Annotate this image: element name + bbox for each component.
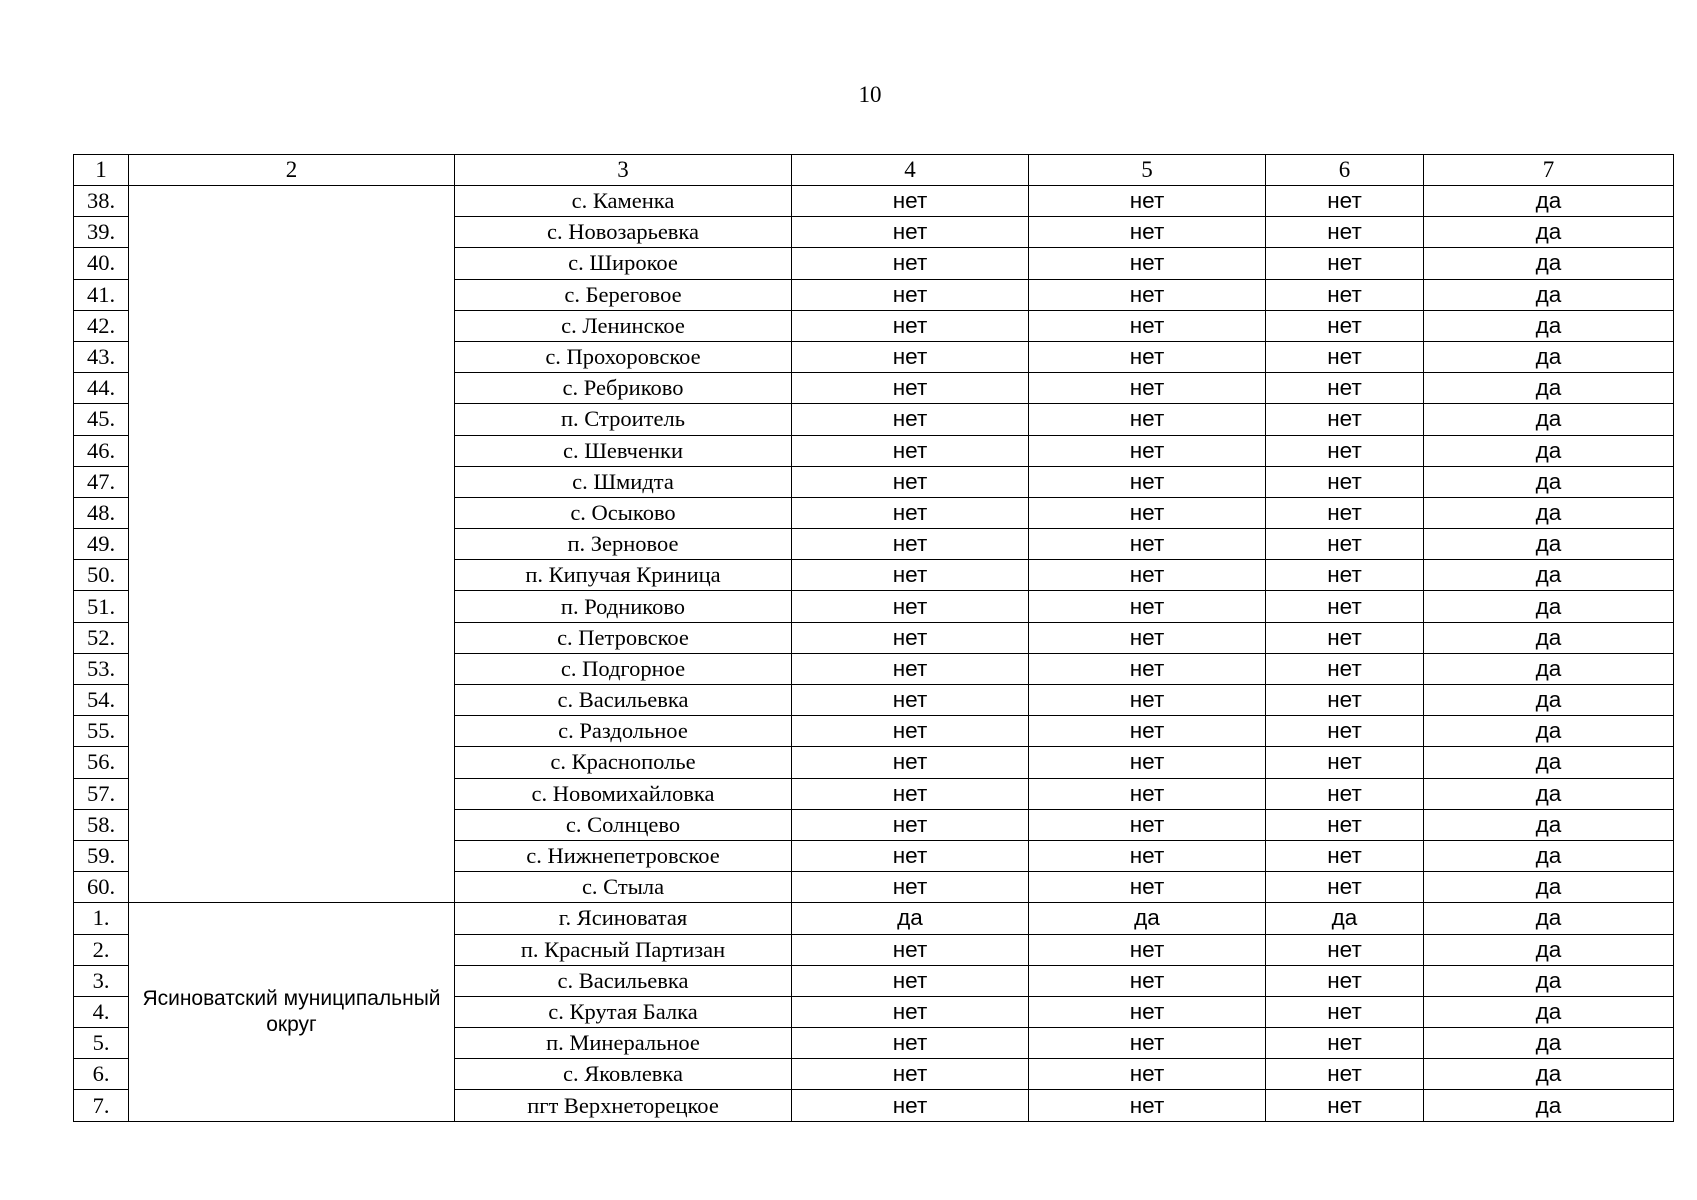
col4-cell: нет: [792, 560, 1029, 591]
col4-cell: да: [792, 903, 1029, 934]
settlement-cell: п. Кипучая Криница: [455, 560, 792, 591]
col6-cell: нет: [1266, 217, 1424, 248]
row-number-cell: 47.: [74, 466, 129, 497]
col5-cell: нет: [1029, 279, 1266, 310]
settlement-cell: с. Новомихайловка: [455, 778, 792, 809]
header-cell: 6: [1266, 155, 1424, 186]
col4-cell: нет: [792, 716, 1029, 747]
row-number-cell: 42.: [74, 310, 129, 341]
col5-cell: нет: [1029, 404, 1266, 435]
page-number: 10: [858, 82, 882, 107]
row-number-cell: 50.: [74, 560, 129, 591]
header-row: [74, 155, 1674, 186]
row-number-cell: 60.: [74, 872, 129, 903]
col6-cell: да: [1266, 903, 1424, 934]
col5-cell: нет: [1029, 1028, 1266, 1059]
col7-cell: да: [1424, 341, 1674, 372]
col4-cell: нет: [792, 217, 1029, 248]
col6-cell: нет: [1266, 622, 1424, 653]
col5-cell: нет: [1029, 622, 1266, 653]
settlement-cell: с. Краснополье: [455, 747, 792, 778]
col5-cell: нет: [1029, 934, 1266, 965]
row-number-cell: 56.: [74, 747, 129, 778]
settlement-cell: с. Стыла: [455, 872, 792, 903]
col7-cell: да: [1424, 310, 1674, 341]
col6-cell: нет: [1266, 497, 1424, 528]
row-number-cell: 49.: [74, 529, 129, 560]
col4-cell: нет: [792, 840, 1029, 871]
col7-cell: да: [1424, 466, 1674, 497]
col7-cell: да: [1424, 529, 1674, 560]
col6-cell: нет: [1266, 248, 1424, 279]
col4-cell: нет: [792, 1059, 1029, 1090]
col6-cell: нет: [1266, 1059, 1424, 1090]
col7-cell: да: [1424, 965, 1674, 996]
col6-cell: нет: [1266, 809, 1424, 840]
table-body: [74, 155, 1674, 1122]
col5-cell: нет: [1029, 653, 1266, 684]
col5-cell: нет: [1029, 186, 1266, 217]
col5-cell: нет: [1029, 778, 1266, 809]
col4-cell: нет: [792, 622, 1029, 653]
col4-cell: нет: [792, 809, 1029, 840]
settlement-cell: с. Петровское: [455, 622, 792, 653]
table-row: [74, 903, 1674, 934]
row-number-cell: 3.: [74, 965, 129, 996]
col5-cell: нет: [1029, 248, 1266, 279]
settlement-cell: с. Новозарьевка: [455, 217, 792, 248]
settlement-cell: с. Васильевка: [455, 685, 792, 716]
col6-cell: нет: [1266, 341, 1424, 372]
row-number-cell: 54.: [74, 685, 129, 716]
settlement-cell: с. Яковлевка: [455, 1059, 792, 1090]
col4-cell: нет: [792, 685, 1029, 716]
col7-cell: да: [1424, 404, 1674, 435]
row-number-cell: 55.: [74, 716, 129, 747]
col5-cell: нет: [1029, 217, 1266, 248]
col5-cell: нет: [1029, 996, 1266, 1027]
row-number-cell: 48.: [74, 497, 129, 528]
row-number-cell: 1.: [74, 903, 129, 934]
col6-cell: нет: [1266, 373, 1424, 404]
settlement-cell: с. Широкое: [455, 248, 792, 279]
row-number-cell: 41.: [74, 279, 129, 310]
row-number-cell: 57.: [74, 778, 129, 809]
col4-cell: нет: [792, 341, 1029, 372]
row-number-cell: 2.: [74, 934, 129, 965]
col7-cell: да: [1424, 497, 1674, 528]
col6-cell: нет: [1266, 996, 1424, 1027]
col6-cell: нет: [1266, 747, 1424, 778]
col4-cell: нет: [792, 279, 1029, 310]
col4-cell: нет: [792, 529, 1029, 560]
col7-cell: да: [1424, 934, 1674, 965]
col6-cell: нет: [1266, 435, 1424, 466]
settlement-cell: с. Береговое: [455, 279, 792, 310]
settlement-cell: г. Ясиноватая: [455, 903, 792, 934]
settlement-cell: с. Шмидта: [455, 466, 792, 497]
col4-cell: нет: [792, 466, 1029, 497]
col4-cell: нет: [792, 404, 1029, 435]
col7-cell: да: [1424, 872, 1674, 903]
col5-cell: нет: [1029, 685, 1266, 716]
col7-cell: да: [1424, 186, 1674, 217]
col5-cell: нет: [1029, 1059, 1266, 1090]
row-number-cell: 44.: [74, 373, 129, 404]
header-cell: 2: [129, 155, 455, 186]
row-number-cell: 5.: [74, 1028, 129, 1059]
col6-cell: нет: [1266, 310, 1424, 341]
col5-cell: нет: [1029, 809, 1266, 840]
row-number-cell: 38.: [74, 186, 129, 217]
col7-cell: да: [1424, 248, 1674, 279]
row-number-cell: 6.: [74, 1059, 129, 1090]
header-cell: 4: [792, 155, 1029, 186]
col6-cell: нет: [1266, 560, 1424, 591]
col4-cell: нет: [792, 747, 1029, 778]
col6-cell: нет: [1266, 466, 1424, 497]
col6-cell: нет: [1266, 934, 1424, 965]
settlement-cell: п. Строитель: [455, 404, 792, 435]
col5-cell: нет: [1029, 497, 1266, 528]
col4-cell: нет: [792, 1028, 1029, 1059]
row-number-cell: 4.: [74, 996, 129, 1027]
settlement-cell: с. Каменка: [455, 186, 792, 217]
settlement-cell: п. Минеральное: [455, 1028, 792, 1059]
row-number-cell: 51.: [74, 591, 129, 622]
col7-cell: да: [1424, 1028, 1674, 1059]
col5-cell: нет: [1029, 872, 1266, 903]
col7-cell: да: [1424, 591, 1674, 622]
col6-cell: нет: [1266, 529, 1424, 560]
col5-cell: нет: [1029, 747, 1266, 778]
row-number-cell: 39.: [74, 217, 129, 248]
row-number-cell: 7.: [74, 1090, 129, 1121]
col7-cell: да: [1424, 809, 1674, 840]
col4-cell: нет: [792, 965, 1029, 996]
col4-cell: нет: [792, 248, 1029, 279]
col5-cell: нет: [1029, 373, 1266, 404]
col6-cell: нет: [1266, 840, 1424, 871]
settlement-cell: с. Подгорное: [455, 653, 792, 684]
col6-cell: нет: [1266, 279, 1424, 310]
col7-cell: да: [1424, 747, 1674, 778]
settlement-cell: п. Зерновое: [455, 529, 792, 560]
col5-cell: нет: [1029, 310, 1266, 341]
settlement-cell: с. Прохоровское: [455, 341, 792, 372]
row-number-cell: 46.: [74, 435, 129, 466]
col4-cell: нет: [792, 1090, 1029, 1121]
col4-cell: нет: [792, 872, 1029, 903]
col6-cell: нет: [1266, 778, 1424, 809]
col4-cell: нет: [792, 186, 1029, 217]
col6-cell: нет: [1266, 404, 1424, 435]
district-cell: [129, 186, 455, 903]
col7-cell: да: [1424, 1059, 1674, 1090]
col7-cell: да: [1424, 435, 1674, 466]
settlement-cell: п. Родниково: [455, 591, 792, 622]
col5-cell: нет: [1029, 591, 1266, 622]
col6-cell: нет: [1266, 965, 1424, 996]
header-cell: 3: [455, 155, 792, 186]
row-number-cell: 53.: [74, 653, 129, 684]
col5-cell: нет: [1029, 560, 1266, 591]
col6-cell: нет: [1266, 872, 1424, 903]
col5-cell: нет: [1029, 466, 1266, 497]
col7-cell: да: [1424, 653, 1674, 684]
row-number-cell: 45.: [74, 404, 129, 435]
col7-cell: да: [1424, 217, 1674, 248]
col5-cell: да: [1029, 903, 1266, 934]
row-number-cell: 43.: [74, 341, 129, 372]
col7-cell: да: [1424, 622, 1674, 653]
col4-cell: нет: [792, 497, 1029, 528]
col7-cell: да: [1424, 903, 1674, 934]
col6-cell: нет: [1266, 1090, 1424, 1121]
settlement-cell: пгт Верхнеторецкое: [455, 1090, 792, 1121]
settlement-cell: с. Крутая Балка: [455, 996, 792, 1027]
col7-cell: да: [1424, 840, 1674, 871]
col4-cell: нет: [792, 934, 1029, 965]
col7-cell: да: [1424, 996, 1674, 1027]
header-cell: 7: [1424, 155, 1674, 186]
col5-cell: нет: [1029, 840, 1266, 871]
col7-cell: да: [1424, 778, 1674, 809]
header-cell: 5: [1029, 155, 1266, 186]
col7-cell: да: [1424, 279, 1674, 310]
settlement-cell: п. Красный Партизан: [455, 934, 792, 965]
col7-cell: да: [1424, 685, 1674, 716]
col6-cell: нет: [1266, 685, 1424, 716]
settlement-cell: с. Васильевка: [455, 965, 792, 996]
settlement-cell: с. Ребриково: [455, 373, 792, 404]
col6-cell: нет: [1266, 186, 1424, 217]
col6-cell: нет: [1266, 716, 1424, 747]
settlement-cell: с. Солнцево: [455, 809, 792, 840]
district-cell: Ясиноватский муниципальный округ: [129, 903, 455, 1121]
col5-cell: нет: [1029, 716, 1266, 747]
col4-cell: нет: [792, 310, 1029, 341]
header-cell: 1: [74, 155, 129, 186]
settlement-cell: с. Ленинское: [455, 310, 792, 341]
row-number-cell: 52.: [74, 622, 129, 653]
row-number-cell: 40.: [74, 248, 129, 279]
col4-cell: нет: [792, 591, 1029, 622]
table-row: [74, 186, 1674, 217]
settlements-table: [73, 154, 1674, 1122]
col4-cell: нет: [792, 373, 1029, 404]
col5-cell: нет: [1029, 529, 1266, 560]
settlement-cell: с. Шевченки: [455, 435, 792, 466]
settlement-cell: с. Нижнепетровское: [455, 840, 792, 871]
col6-cell: нет: [1266, 653, 1424, 684]
settlement-cell: с. Раздольное: [455, 716, 792, 747]
col5-cell: нет: [1029, 965, 1266, 996]
col5-cell: нет: [1029, 435, 1266, 466]
col6-cell: нет: [1266, 1028, 1424, 1059]
col7-cell: да: [1424, 373, 1674, 404]
col7-cell: да: [1424, 716, 1674, 747]
col4-cell: нет: [792, 435, 1029, 466]
col5-cell: нет: [1029, 341, 1266, 372]
row-number-cell: 58.: [74, 809, 129, 840]
col4-cell: нет: [792, 996, 1029, 1027]
row-number-cell: 59.: [74, 840, 129, 871]
col7-cell: да: [1424, 1090, 1674, 1121]
col6-cell: нет: [1266, 591, 1424, 622]
settlement-cell: с. Осыково: [455, 497, 792, 528]
col4-cell: нет: [792, 778, 1029, 809]
col7-cell: да: [1424, 560, 1674, 591]
col4-cell: нет: [792, 653, 1029, 684]
col5-cell: нет: [1029, 1090, 1266, 1121]
